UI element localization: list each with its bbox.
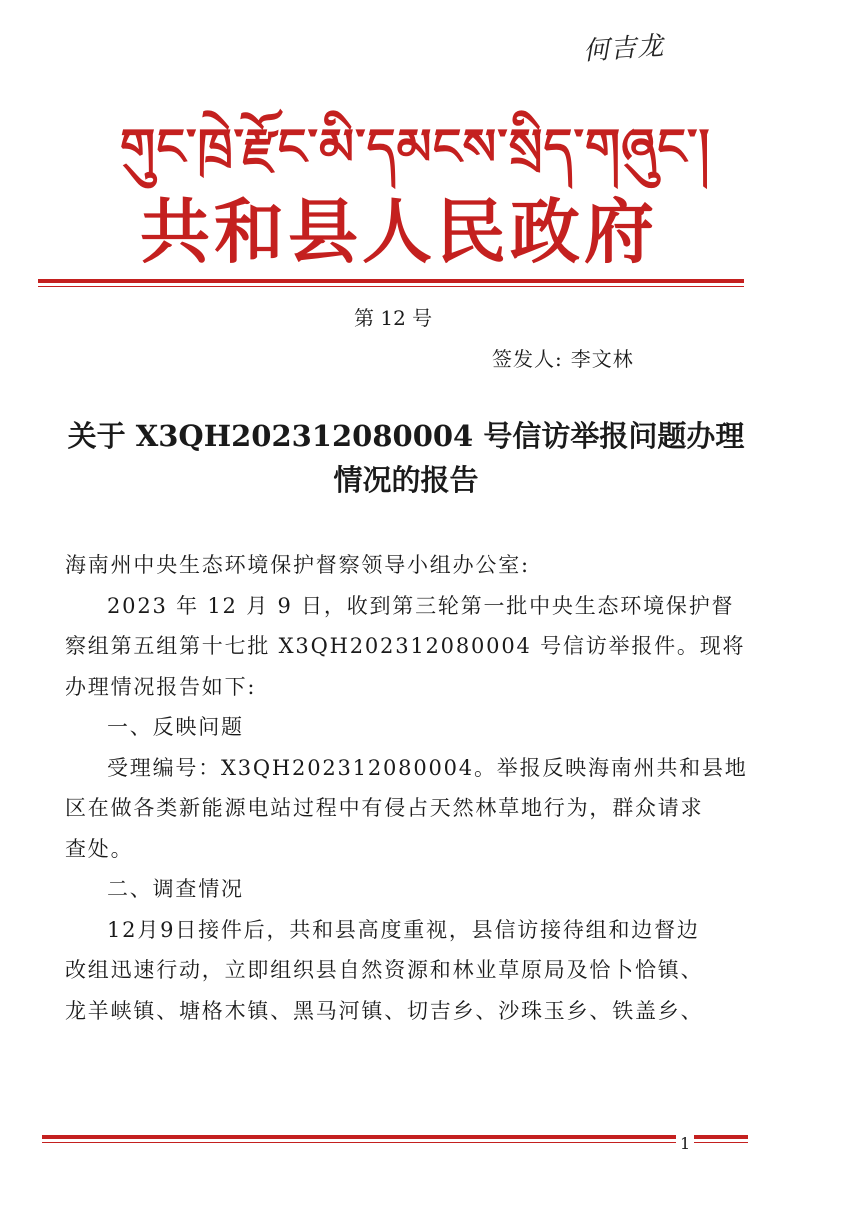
paragraph-line: 12月9日接件后，共和县高度重视，县信访接待组和边督边 [107, 917, 700, 942]
letterhead-chinese-title: 共和县人民政府 [140, 191, 658, 273]
paragraph-line: 改组迅速行动，立即组织县自然资源和林业草原局及恰卜恰镇、 [65, 958, 704, 982]
paragraph-line: 区在做各类新能源电站过程中有侵占天然林草地行为，群众请求 [65, 796, 704, 820]
paragraph-line: 查处。 [65, 836, 134, 861]
paragraph-line: 办理情况报告如下: [65, 674, 257, 699]
paragraph-line: 2023 年 12 月 9 日，收到第三轮第一批中央生态环境保护督 [107, 593, 735, 618]
report-title [66, 414, 746, 502]
signer-line [492, 343, 634, 372]
section-heading-1: 一、反映问题 [107, 715, 244, 739]
report-title-line-1: 关于 X3QH202312080004 号信访举报问题办理 [67, 419, 745, 453]
paragraph-line: 察组第五组第十七批 X3QH202312080004 号信访举报件。现将 [65, 634, 746, 658]
paragraph-line: 龙羊峡镇、塘格木镇、黑马河镇、切吉乡、沙珠玉乡、铁盖乡、 [65, 998, 704, 1023]
handwritten-signature-note: 何吉龙 [582, 31, 666, 67]
section-heading-2: 二、调查情况 [107, 877, 244, 901]
signer-label: 签发人: [492, 347, 563, 371]
paragraph-line: 受理编号：X3QH202312080004。举报反映海南州共和县地 [107, 755, 748, 780]
report-body [65, 545, 748, 1031]
letterhead-tibetan-title: གུང་ཁྲེ་རྫོང་མི་དམངས་སྲིད་གཞུང་། [120, 118, 711, 176]
signer-name: 李文林 [570, 347, 634, 371]
recipient-line: 海南州中央生态环境保护督察领导小组办公室: [65, 553, 530, 577]
letterhead-divider [38, 279, 744, 287]
page-number: 1 [676, 1134, 694, 1153]
report-title-line-2: 情况的报告 [333, 463, 479, 497]
footer-divider [42, 1135, 748, 1143]
document-number: 第 12 号 [354, 306, 433, 330]
